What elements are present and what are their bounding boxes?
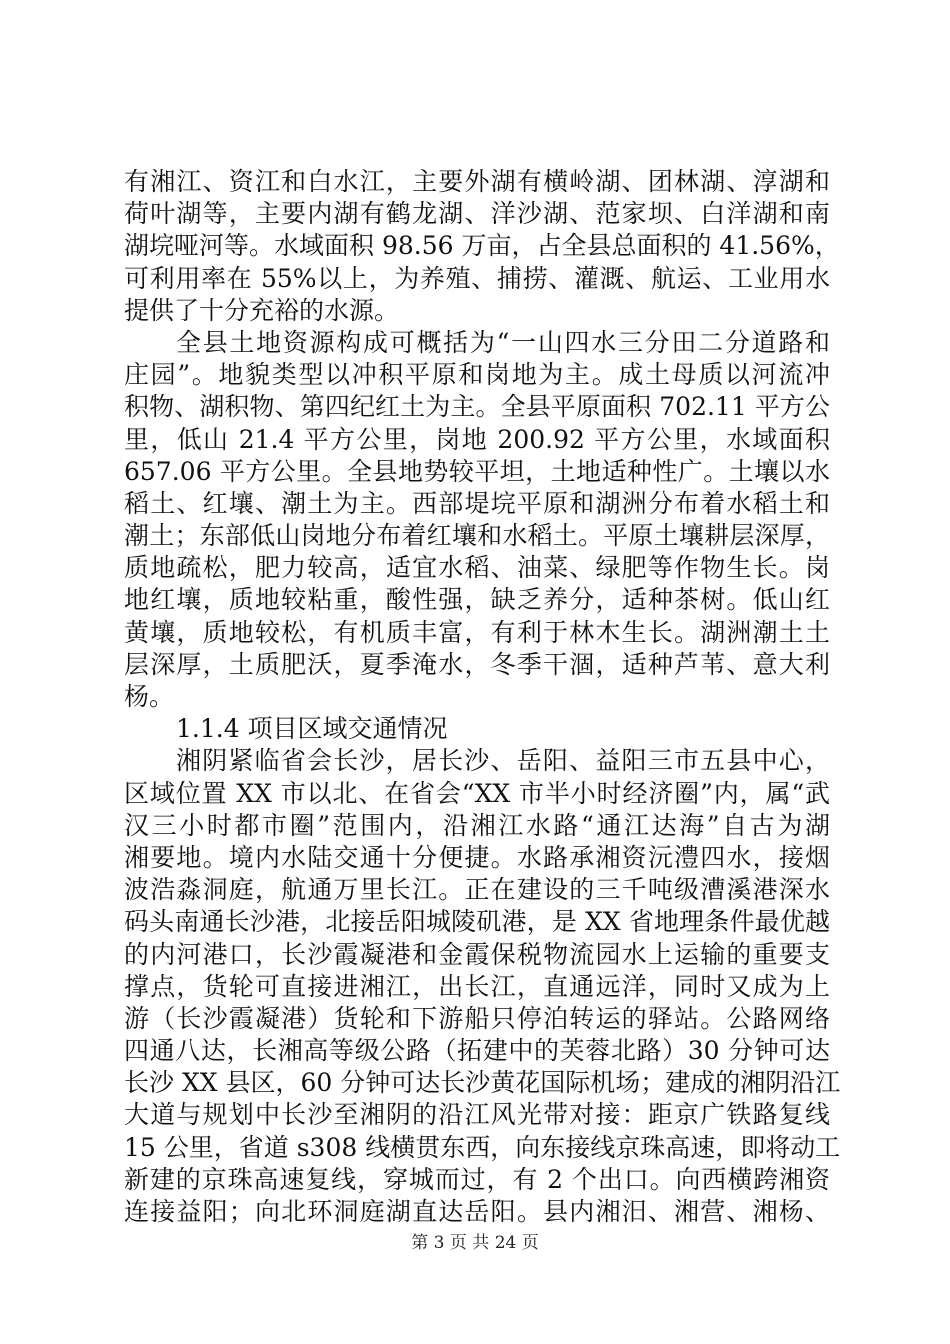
text-line: 汉三小时都市圈”范围内，沿湘江水路“通江达海”自古为湖 xyxy=(124,810,830,840)
text-line: 区域位置 XX 市以北、在省会“XX 市半小时经济圈”内，属“武 xyxy=(124,778,830,808)
text-line: 连接益阳；向北环洞庭湖直达岳阳。县内湘汨、湘营、湘杨、 xyxy=(124,1197,830,1226)
text-line: 湖垸哑河等。水域面积 98.56 万亩，占全县总面积的 41.56%， xyxy=(124,231,840,261)
text-line: 荷叶湖等，主要内湖有鹤龙湖、洋沙湖、范家坝、白洋湖和南 xyxy=(124,199,830,229)
text-line: 全县土地资源构成可概括为“一山四水三分田二分道路和 xyxy=(176,327,830,357)
paragraph-transportation xyxy=(124,745,841,1228)
text-line: 湘要地。境内水陆交通十分便捷。水路承湘资沅澧四水，接烟 xyxy=(124,842,830,872)
text-line: 湘阴紧临省会长沙，居长沙、岳阳、益阳三市五县中心， xyxy=(176,746,830,776)
text-line: 撑点，货轮可直接进湘江，出长江，直通远洋，同时又成为上 xyxy=(124,971,830,1001)
text-line: 黄壤，质地较松，有机质丰富，有利于林木生长。湖洲潮土土 xyxy=(124,617,830,647)
text-line: 庄园”。地貌类型以冲积平原和岗地为主。成土母质以河流冲 xyxy=(124,360,830,390)
text-line: 潮土；东部低山岗地分布着红壤和水稻土。平原土壤耕层深厚， xyxy=(124,521,830,551)
text-line: 地红壤，质地较粘重，酸性强，缺乏养分，适种茶树。低山红 xyxy=(124,585,830,615)
text-line: 杨。 xyxy=(124,682,175,711)
text-line: 码头南通长沙港，北接岳阳城陵矶港，是 XX 省地理条件最优越 xyxy=(124,907,830,937)
page-number-footer: 第 3 页 共 24 页 xyxy=(411,1233,539,1253)
text-line: 新建的京珠高速复线，穿城而过，有 2 个出口。向西横跨湘资 xyxy=(124,1164,830,1194)
text-line: 可利用率在 55%以上，为养殖、捕捞、灌溉、航运、工业用水 xyxy=(124,263,830,293)
text-line: 稻土、红壤、潮土为主。西部堤垸平原和湖洲分布着水稻土和 xyxy=(124,488,830,518)
text-line: 大道与规划中长沙至湘阴的沿江风光带对接：距京广铁路复线 xyxy=(124,1100,830,1130)
text-line: 四通八达，长湘高等级公路（拓建中的芙蓉北路）30 分钟可达 xyxy=(124,1036,830,1066)
text-line: 提供了十分充裕的水源。 xyxy=(124,295,400,325)
text-line: 波浩淼洞庭，航通万里长江。正在建设的三千吨级漕溪港深水 xyxy=(124,875,830,905)
body-text xyxy=(124,166,841,1228)
text-line: 657.06 平方公里。全县地势较平坦，土地适种性广。土壤以水 xyxy=(124,456,830,486)
section-heading: 1.1.4 项目区域交通情况 xyxy=(176,714,448,744)
text-line: 质地疏松，肥力较高，适宜水稻、油菜、绿肥等作物生长。岗 xyxy=(124,553,830,583)
paragraph-land-resources xyxy=(124,327,830,713)
text-line: 层深厚，土质肥沃，夏季淹水，冬季干涸，适种芦苇、意大利 xyxy=(124,649,830,679)
text-line: 积物、湖积物、第四纪红土为主。全县平原面积 702.11 平方公 xyxy=(124,392,830,422)
text-line: 的内河港口，长沙霞凝港和金霞保税物流园水上运输的重要支 xyxy=(124,939,830,969)
text-line: 15 公里，省道 s308 线横贯东西，向东接线京珠高速，即将动工 xyxy=(124,1132,841,1162)
text-line: 有湘江、资江和白水江，主要外湖有横岭湖、团林湖、淳湖和 xyxy=(124,167,830,196)
paragraph-water-resources xyxy=(124,166,840,327)
text-line: 长沙 XX 县区，60 分钟可达长沙黄花国际机场；建成的湘阴沿江 xyxy=(124,1068,841,1098)
text-line: 游（长沙霞凝港）货轮和下游船只停泊转运的驿站。公路网络 xyxy=(124,1003,830,1033)
text-line: 里，低山 21.4 平方公里，岗地 200.92 平方公里，水域面积 xyxy=(124,424,830,454)
